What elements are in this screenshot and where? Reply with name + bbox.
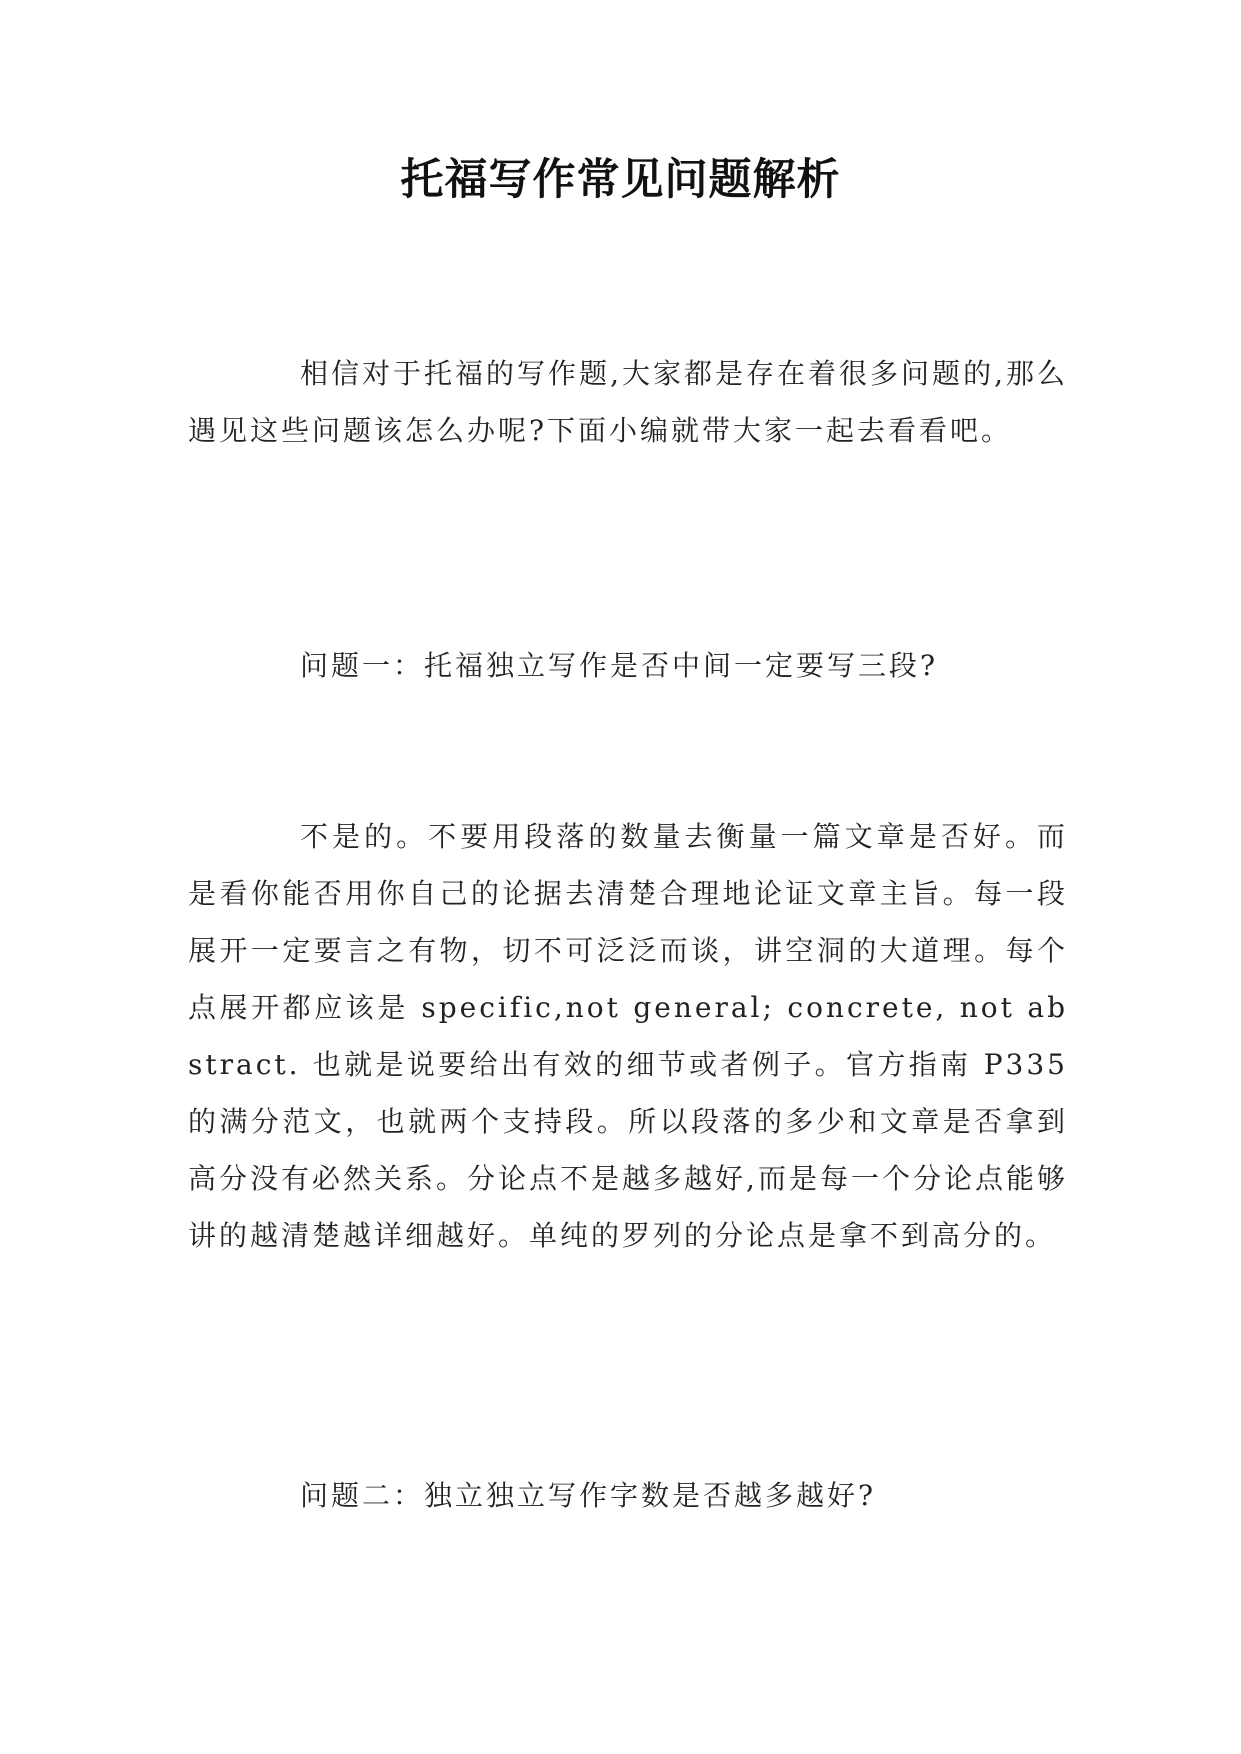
question-two-heading: 问题二：独立独立写作字数是否越多越好? [300, 1479, 877, 1512]
question-one-heading: 问题一：托福独立写作是否中间一定要写三段? [300, 649, 939, 682]
answer-one-paragraph: 不是的。不要用段落的数量去衡量一篇文章是否好。而是看你能否用你自己的论据去清楚合理地论证文章主旨。每一段展开一定要言之有物，切不可泛泛而谈，讲空洞的大道理。每个点展开都应该是 specific,not general; concrete, not abstract. 也就是说要给出有效的细节或者例子。官方指南 P335 的满分范文，也就两个支持段。所以段落的多少和文章是否拿到高分没有必然关系。分论点不是越多越好,而是每一个分论点能够讲的越清楚越详细越好。单纯的罗列的分论点是拿不到高分的。 [188, 820, 1068, 1252]
intro-paragraph: 相信对于托福的写作题,大家都是存在着很多问题的,那么遇见这些问题该怎么办呢?下面小编就带大家一起去看看吧。 [188, 357, 1068, 447]
document-title: 托福写作常见问题解析 [400, 155, 841, 205]
